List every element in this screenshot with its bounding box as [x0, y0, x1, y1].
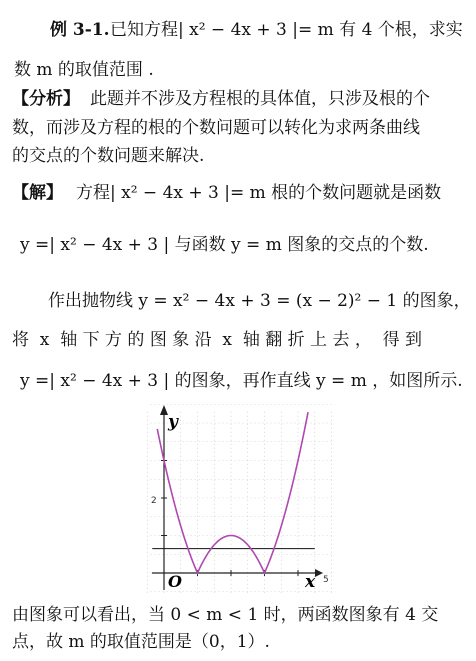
- solution-text-2: y =| x² − 4x + 3 | 与函数 y = m 图象的交点的个数.: [20, 235, 429, 255]
- y-tick-label-2: 2: [151, 496, 157, 506]
- example-text-2: 数 m 的取值范围 .: [14, 60, 154, 80]
- solution-text-3: 作出抛物线 y = x² − 4x + 3 = (x − 2)² − 1 的图象，: [48, 291, 471, 311]
- analysis-text-3: 的交点的个数问题来解决.: [12, 146, 205, 166]
- example-text-1: 已知方程| x² − 4x + 3 |= m 有 4 个根，求实: [110, 20, 463, 40]
- y-axis-arrow: [160, 405, 168, 415]
- conclusion-text-1: 由图象可以看出，当 0 < m < 1 时，两函数图象有 4 交: [12, 605, 439, 625]
- x-axis-label: x: [305, 572, 316, 592]
- dotted-grid: [147, 404, 335, 595]
- axis-ticks: [161, 461, 298, 577]
- example-label: 例 3-1.: [50, 20, 110, 40]
- x-tick-label-5: 5: [323, 575, 329, 585]
- solution-text-5: y =| x² − 4x + 3 | 的图象，再作直线 y = m ，如图所示.: [20, 371, 463, 391]
- origin-label: O: [168, 572, 182, 591]
- y-axis-label: y: [168, 412, 178, 432]
- analysis-text-1: 此题并不涉及方程根的具体值，只涉及根的个: [90, 89, 430, 109]
- solution-label: 【解】: [12, 183, 63, 203]
- x-axis-arrow: [315, 569, 323, 577]
- solution-text-4: 将 x 轴 下 方 的 图 象 沿 x 轴 翻 折 上 去 ， 得 到: [12, 330, 423, 350]
- conclusion-text-2: 点，故 m 的取值范围是（0，1）.: [12, 632, 270, 652]
- solution-text-1: 方程| x² − 4x + 3 |= m 根的个数问题就是函数: [76, 183, 442, 203]
- analysis-text-2: 数，而涉及方程的根的个数问题可以转化为求两条曲线: [12, 118, 420, 138]
- function-graph: [140, 385, 340, 595]
- analysis-label: 【分析】: [12, 89, 80, 109]
